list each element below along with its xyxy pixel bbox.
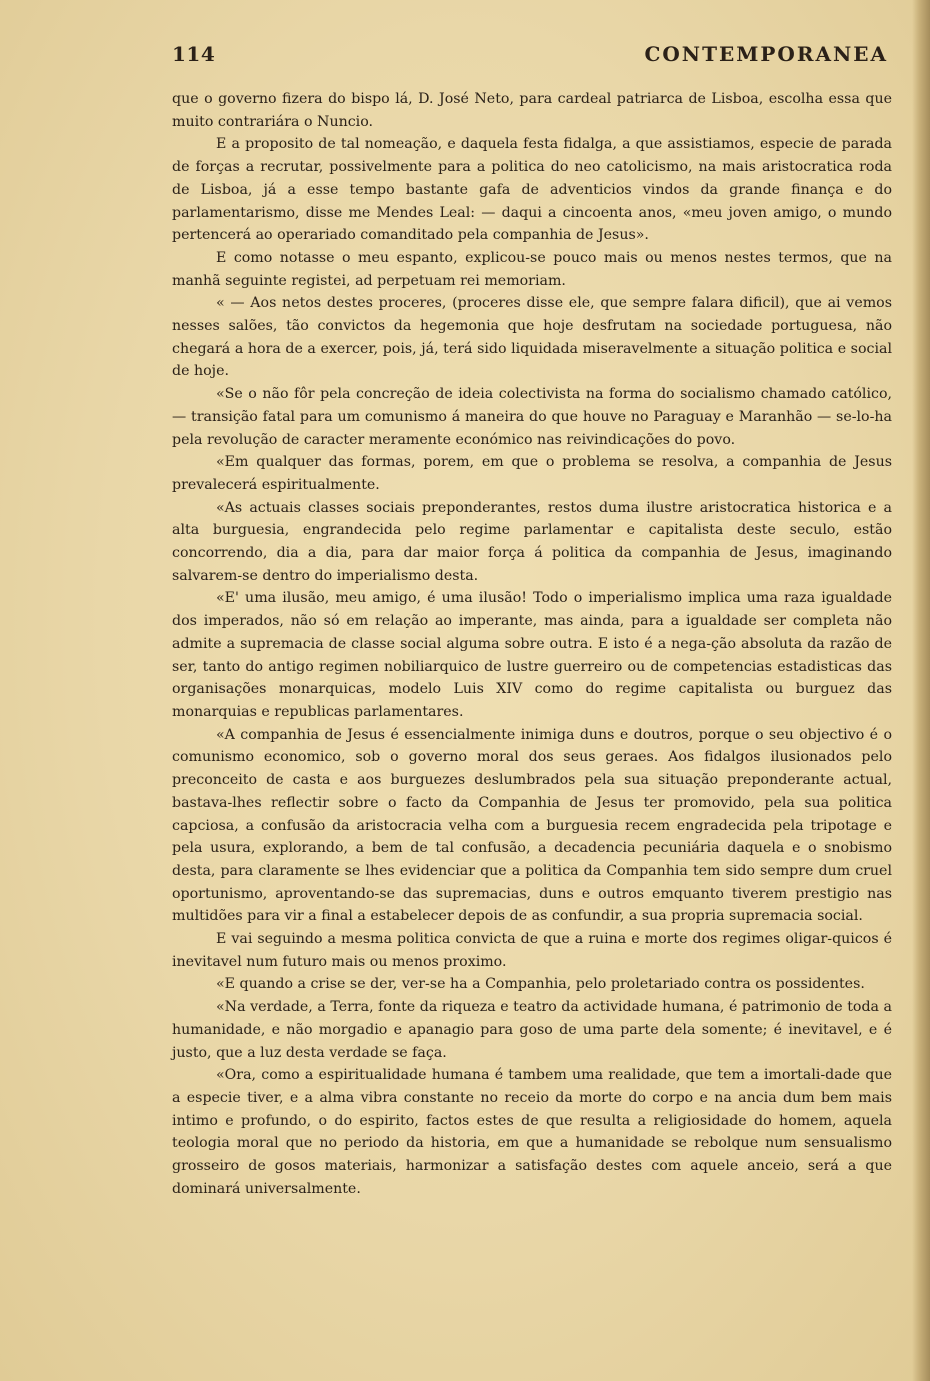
paragraph-2: E a proposito de tal nomeação, e daquela festa fidalga, a que assistiamos, especie de parada de forças a recrutar, possivelmente para a politica do neo catolicismo, na mais aristocratica roda de Lisboa, já a esse tempo bastante gafa de adventicios vindos da grande finança e do parlamentarismo, disse me Mendes Leal: — daqui a cincoenta anos, «meu joven amigo, o mundo pertencerá ao operariado comanditado pela companhia de Jesus». (172, 136, 892, 244)
paragraph-3: E como notasse o meu espanto, explicou-se pouco mais ou menos nestes termos, que na manhã seguinte registei, ad perpetuam rei memoriam. (172, 249, 892, 289)
page-header (172, 40, 888, 72)
body-text (172, 88, 892, 1200)
paragraph-1: que o governo fizera do bispo lá, D. José Neto, para cardeal patriarca de Lisboa, escolha essa que muito contrariára o Nuncio. (172, 91, 892, 130)
paragraph-12: «Na verdade, a Terra, fonte da riqueza e teatro da actividade humana, é patrimonio de toda a humanidade, e não morgadio e apanagio para goso de uma parte dela somente; é inevitavel, e é justo, que a luz desta verdade se faça. (172, 999, 892, 1061)
paragraph-13: «Ora, como a espiritualidade humana é tambem uma realidade, que tem a imortali-dade que a especie tiver, e a alma vibra constante no receio da morte do corpo e na ancia dum bem mais intimo e profundo, o do espirito, factos estes de que resulta a religiosidade do homem, aquela teologia moral que no periodo da historia, em que a humanidade se rebolque num sensualismo grosseiro de gosos materiais, harmonizar a satisfação destes com aquele anceio, será a que dominará universalmente. (172, 1067, 892, 1197)
paragraph-11: «E quando a crise se der, ver-se ha a Companhia, pelo proletariado contra os possidentes. (216, 976, 865, 993)
page-edge-shadow (912, 0, 930, 1381)
paragraph-4: « — Aos netos destes proceres, (proceres disse ele, que sempre falara dificil), que ai vemos nesses salões, tão convictos da hegemonia que hoje desfrutam na sociedade portuguesa, não chegará a hora de a exercer, pois, já, terá sido liquidada miseravelmente a situação politica e social de hoje. (172, 295, 892, 380)
running-title: CONTEMPORANEA (644, 42, 888, 66)
page-number: 114 (172, 42, 216, 66)
paragraph-10: E vai seguindo a mesma politica convicta de que a ruina e morte dos regimes oligar-quicos é inevitavel num futuro mais ou menos proximo. (172, 931, 892, 970)
paragraph-6: «Em qualquer das formas, porem, em que o problema se resolva, a companhia de Jesus prevalecerá espiritualmente. (172, 454, 892, 493)
paragraph-7: «As actuais classes sociais preponderantes, restos duma ilustre aristocratica historica e a alta burguesia, engrandecida pelo regime parlamentar e capitalista deste seculo, estão concorrendo, dia a dia, para dar maior força á politica da companhia de Jesus, imaginando salvarem-se dentro do imperialismo desta. (172, 499, 892, 584)
paragraph-9: «A companhia de Jesus é essencialmente inimiga duns e doutros, porque o seu objectivo é o comunismo economico, sob o governo moral dos seus geraes. Aos fidalgos ilusionados pelo preconceito de casta e aos burguezes deslumbrados pela sua situação preponderante actual, bastava-lhes reflectir sobre o facto da Companhia de Jesus ter promovido, pela sua politica capciosa, a confusão da aristocracia velha com a burguesia recem engradecida pela tripotage e pela usura, explorando, a bem de tal confusão, a decadencia pecuniária daquela e o snobismo desta, para claramente se lhes evidenciar que a politica da Companhia tem sido sempre dum cruel oportunismo, aproventando-se das supremacias, duns e outros emquanto tiverem prestigio nas multidões para vir a final a estabelecer depois de as confundir, a sua propria supremacia social. (172, 726, 892, 925)
paragraph-5: «Se o não fôr pela concreção de ideia colectivista na forma do socialismo chamado católico, — transição fatal para um comunismo á maneira do que houve no Paraguay e Maranhão — se-lo-ha pela revolução de caracter meramente económico nas reivindicações do povo. (172, 386, 892, 448)
paragraph-8: «E' uma ilusão, meu amigo, é uma ilusão! Todo o imperialismo implica uma raza igualdade dos imperados, não só em relação ao imperante, mas ainda, para a igualdade ser completa não admite a supremacia de classe social alguma sobre outra. E isto é a nega-ção absoluta da razão de ser, tanto do antigo regimen nobiliarquico de lustre guerreiro ou de competencias estadisticas das organisações monarquicas, modelo Luis XIV como do regime capitalista ou burguez das monarquias e republicas parlamentares. (172, 590, 892, 720)
